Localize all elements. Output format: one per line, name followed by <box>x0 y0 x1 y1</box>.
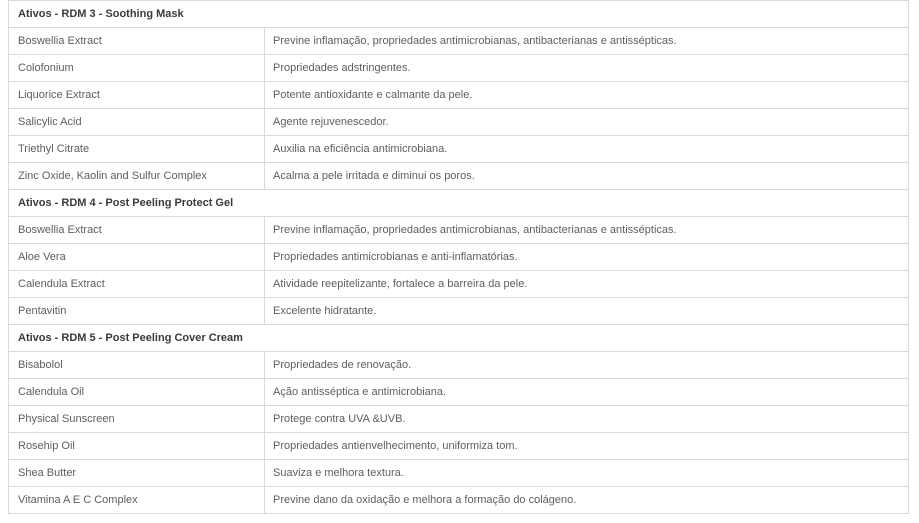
ingredient-description: Suaviza e melhora textura. <box>273 467 404 479</box>
ingredient-name: Bisabolol <box>9 352 265 378</box>
section-title: Ativos - RDM 4 - Post Peeling Protect Gel <box>18 197 234 209</box>
ingredient-description: Auxilia na eficiência antimicrobiana. <box>273 143 448 155</box>
ingredient-name: Boswellia Extract <box>9 217 265 243</box>
ingredient-name: Aloe Vera <box>9 244 265 270</box>
ingredient-description: Ação antisséptica e antimicrobiana. <box>273 386 447 398</box>
ingredient-description: Atividade reepitelizante, fortalece a barreira da pele. <box>273 278 528 290</box>
ingredient-name: Calendula Oil <box>9 379 265 405</box>
table-row <box>9 459 908 486</box>
ingredient-name: Triethyl Citrate <box>9 136 265 162</box>
ingredient-description: Previne dano da oxidação e melhora a formação do colágeno. <box>273 494 577 506</box>
ingredient-description: Agente rejuvenescedor. <box>273 116 389 128</box>
table-row <box>9 54 908 81</box>
ingredient-name: Rosehip Oil <box>9 433 265 459</box>
ingredient-description: Propriedades antimicrobianas e anti-inflamatórias. <box>273 251 518 263</box>
ingredient-name: Colofonium <box>9 55 265 81</box>
ingredient-name: Liquorice Extract <box>9 82 265 108</box>
ingredient-name: Boswellia Extract <box>9 28 265 54</box>
table-row <box>9 378 908 405</box>
table-row <box>9 405 908 432</box>
ingredient-description: Propriedades antienvelhecimento, uniformiza tom. <box>273 440 518 452</box>
table-row <box>9 270 908 297</box>
ingredient-description: Excelente hidratante. <box>273 305 377 317</box>
table-row <box>9 135 908 162</box>
ingredient-description: Previne inflamação, propriedades antimicrobianas, antibacterianas e antissépticas. <box>273 35 677 47</box>
section-title: Ativos - RDM 5 - Post Peeling Cover Cream <box>18 332 243 344</box>
section-header-rdm3 <box>9 0 908 27</box>
table-row <box>9 27 908 54</box>
table-row <box>9 108 908 135</box>
section-header-rdm4 <box>9 189 908 216</box>
ingredient-description: Acalma a pele irritada e diminui os poros. <box>273 170 475 182</box>
ingredient-name: Vitamina A E C Complex <box>9 487 265 513</box>
ingredient-description: Protege contra UVA &UVB. <box>273 413 406 425</box>
section-header-rdm5 <box>9 324 908 351</box>
table-row <box>9 297 908 324</box>
table-row <box>9 162 908 189</box>
table-row <box>9 432 908 459</box>
ingredient-name: Shea Butter <box>9 460 265 486</box>
table-row <box>9 351 908 378</box>
ingredient-name: Salicylic Acid <box>9 109 265 135</box>
table-row <box>9 486 908 513</box>
ingredient-description: Propriedades de renovação. <box>273 359 412 371</box>
ingredient-name: Calendula Extract <box>9 271 265 297</box>
table-row <box>9 81 908 108</box>
actives-table <box>8 0 909 514</box>
ingredient-description: Propriedades adstringentes. <box>273 62 411 74</box>
ingredient-name: Physical Sunscreen <box>9 406 265 432</box>
ingredient-description: Potente antioxidante e calmante da pele. <box>273 89 473 101</box>
ingredient-name: Zinc Oxide, Kaolin and Sulfur Complex <box>9 163 265 189</box>
ingredient-description: Previne inflamação, propriedades antimicrobianas, antibacterianas e antissépticas. <box>273 224 677 236</box>
ingredient-name: Pentavitin <box>9 298 265 324</box>
table-row <box>9 243 908 270</box>
table-row <box>9 216 908 243</box>
section-title: Ativos - RDM 3 - Soothing Mask <box>18 8 184 20</box>
